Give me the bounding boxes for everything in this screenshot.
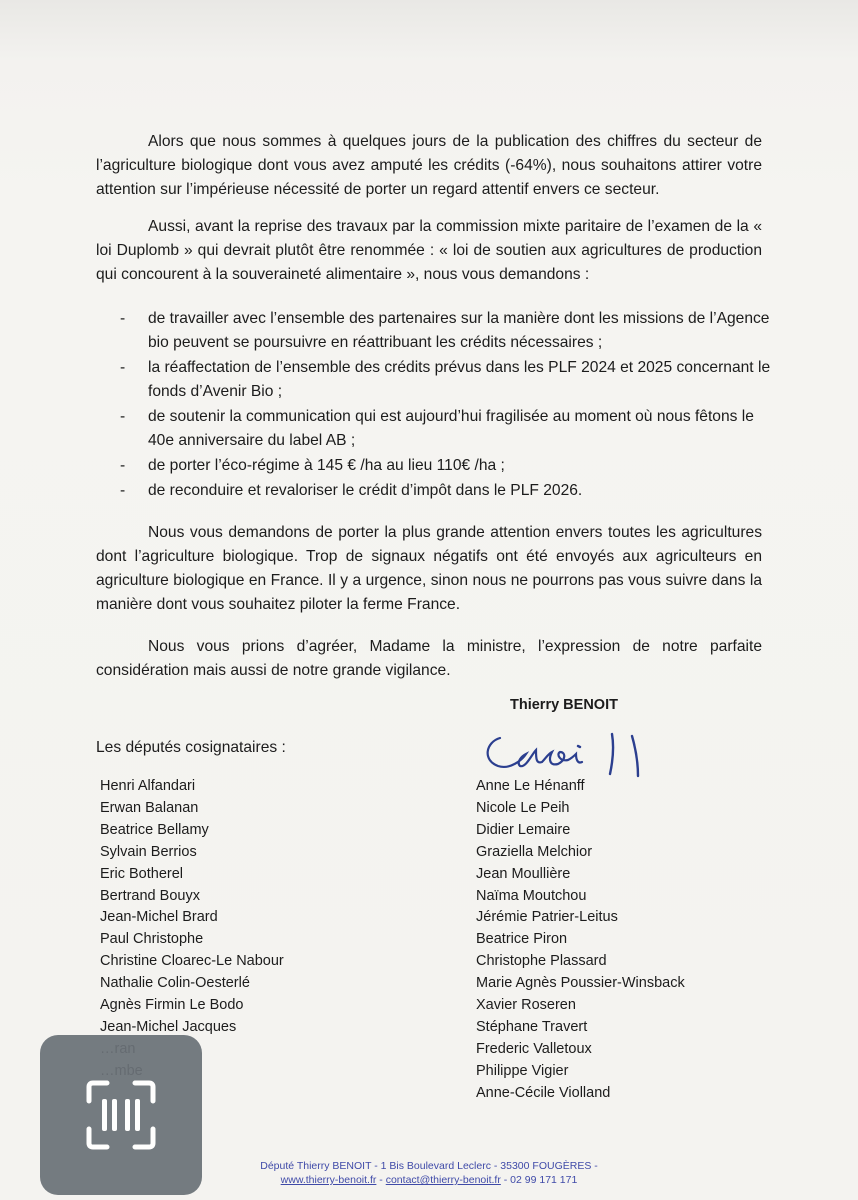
request-item bbox=[96, 454, 776, 478]
cosignatories-title: Les députés cosignataires : bbox=[96, 739, 286, 756]
cosignatory-name: Anne Le Hénanff bbox=[476, 778, 585, 794]
cosignatory-name: Agnès Firmin Le Bodo bbox=[100, 997, 244, 1014]
scan-document-icon bbox=[81, 1075, 161, 1155]
cosignatory-name: Didier Lemaire bbox=[476, 821, 571, 838]
cosignatory-name: Naïma Moutchou bbox=[476, 887, 587, 904]
cosignatory-name: Philippe Vigier bbox=[476, 1062, 569, 1079]
paragraph-closing-text: Nous vous prions d’agréer, Madame la ministre, l’expression de notre parfaite considération mais aussi de notre grande vigilance. bbox=[96, 638, 762, 679]
request-item bbox=[96, 479, 776, 503]
paragraph-requests-intro-text: Aussi, avant la reprise des travaux par la commission mixte paritaire de l’examen de la « loi Duplomb » qui devrait plutôt être renommée : « loi de soutien aux agricultures de production qui concourent à la souveraineté alimentaire », nous vous demandons : bbox=[96, 218, 762, 283]
paragraph-closing bbox=[96, 635, 762, 683]
footer-separator: - bbox=[376, 1174, 386, 1186]
footer-website-link[interactable]: www.thierry-benoit.fr bbox=[280, 1174, 377, 1186]
request-text: de travailler avec l’ensemble des partenaires sur la manière dont les missions de l’Agence bio peuvent se poursuivre en réattribuant les crédits nécessaires ; bbox=[148, 310, 770, 351]
cosignatory-name: Christine Cloarec-Le Nabour bbox=[100, 953, 284, 970]
request-text: la réaffectation de l’ensemble des crédits prévus dans les PLF 2024 et 2025 concernant le fonds d’Avenir Bio ; bbox=[148, 359, 771, 400]
cosignatory-name: Stéphane Travert bbox=[476, 1018, 588, 1035]
cosignatory-name: Erwan Balanan bbox=[100, 799, 199, 816]
cosignatory-name: Anne-Cécile Violland bbox=[476, 1084, 611, 1101]
cosignatory-name: Jean Moullière bbox=[476, 865, 571, 882]
scan-document-button[interactable] bbox=[40, 1035, 202, 1195]
request-item bbox=[96, 405, 776, 453]
request-item bbox=[96, 356, 776, 404]
bullet-dash: - bbox=[120, 482, 126, 499]
paragraph-attention bbox=[96, 521, 762, 617]
cosignatories-right-column bbox=[476, 776, 685, 1105]
paragraph-attention-text: Nous vous demandons de porter la plus grande attention envers toutes les agricultures dont l’agriculture biologique. Trop de signaux négatifs ont été envoyés aux agriculteurs en agriculture biologique en France. Il y a urgence, sinon nous ne pourrons pas vous suivre dans la manière dont vous souhaitez piloter la ferme France. bbox=[96, 524, 762, 613]
cosignatory-name: Xavier Roseren bbox=[476, 997, 576, 1014]
cosignatory-name: Nicole Le Peih bbox=[476, 799, 570, 816]
request-text: de porter l’éco-régime à 145 € /ha au lieu 110€ /ha ; bbox=[148, 457, 505, 474]
footer-address: Député Thierry BENOIT - 1 Bis Boulevard Leclerc - 35300 FOUGÈRES - bbox=[260, 1160, 598, 1172]
cosignatory-name: Nathalie Colin-Oesterlé bbox=[100, 975, 250, 992]
cosignatory-name: Beatrice Piron bbox=[476, 931, 568, 948]
cosignatory-name: Jean-Michel Jacques bbox=[100, 1018, 237, 1035]
footer-email-link[interactable]: contact@thierry-benoit.fr bbox=[385, 1174, 501, 1186]
cosignatory-name: Marie Agnès Poussier-Winsback bbox=[476, 975, 685, 992]
bullet-dash: - bbox=[120, 457, 126, 474]
requests-list bbox=[96, 307, 776, 504]
cosignatory-name: Frederic Valletoux bbox=[476, 1040, 592, 1057]
bullet-dash: - bbox=[120, 310, 126, 327]
cosignatory-name: Sylvain Berrios bbox=[100, 843, 197, 860]
paragraph-intro-text: Alors que nous sommes à quelques jours de la publication des chiffres du secteur de l’agriculture biologique dont vous avez amputé les crédits (-64%), nous souhaitons attirer votre attention sur l’impérieuse nécessité de porter un regard attentif envers ce secteur. bbox=[96, 133, 762, 198]
cosignatory-name: Jérémie Patrier-Leitus bbox=[476, 909, 618, 926]
cosignatory-name: Paul Christophe bbox=[100, 931, 204, 948]
cosignatory-name: Jean-Michel Brard bbox=[100, 909, 218, 926]
cosignatory-name: Henri Alfandari bbox=[100, 778, 196, 794]
bullet-dash: - bbox=[120, 408, 126, 425]
cosignatory-name: Bertrand Bouyx bbox=[100, 887, 200, 904]
paragraph-requests-intro bbox=[96, 215, 762, 287]
bullet-dash: - bbox=[120, 359, 126, 376]
cosignatory-name: Graziella Melchior bbox=[476, 843, 593, 860]
request-item bbox=[96, 307, 776, 355]
request-text: de reconduire et revaloriser le crédit d’impôt dans le PLF 2026. bbox=[148, 482, 583, 499]
footer-phone: - 02 99 171 171 bbox=[500, 1174, 578, 1186]
cosignatory-name: Beatrice Bellamy bbox=[100, 821, 209, 838]
cosignatory-name: Eric Botherel bbox=[100, 865, 184, 882]
paragraph-intro bbox=[96, 130, 762, 202]
handwritten-signature bbox=[476, 716, 646, 782]
cosignatory-name: Christophe Plassard bbox=[476, 953, 607, 970]
request-text: de soutenir la communication qui est aujourd’hui fragilisée au moment où nous fêtons le 40e anniversaire du label AB ; bbox=[148, 408, 754, 449]
signer-name: Thierry BENOIT bbox=[510, 697, 618, 713]
